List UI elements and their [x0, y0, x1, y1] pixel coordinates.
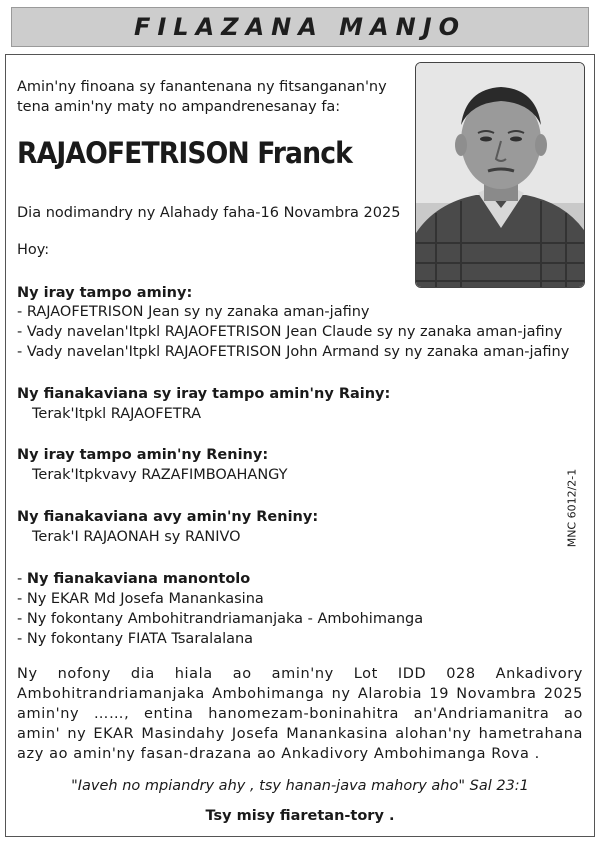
list-item: - Vady navelan'Itpkl RAJAOFETRISON Jean Claude sy ny zanaka aman-jafiny	[17, 324, 563, 340]
deceased-photo	[415, 62, 585, 288]
notice-title: FILAZANA MANJO	[133, 13, 467, 41]
list-item: Terak'Itpkl RAJAOFETRA	[32, 406, 202, 422]
hoy-label: Hoy:	[17, 242, 50, 258]
section-heading: Ny iray tampo amin'ny Reniny:	[17, 447, 269, 463]
section-heading: Ny fianakaviana manontolo	[26, 571, 251, 587]
list-item: - RAJAOFETRISON Jean sy ny zanaka aman-jafiny	[17, 304, 370, 320]
section-heading: Ny fianakaviana avy amin'ny Reniny:	[17, 509, 319, 525]
list-item: Terak'I RAJAONAH sy RANIVO	[32, 529, 241, 545]
intro-line-2: tena amin'ny maty no ampandrenesanay fa:	[17, 99, 341, 115]
intro-line-1: Amin'ny finoana sy fanantenana ny fitsanganan'ny	[17, 79, 387, 95]
notice-header	[11, 7, 589, 47]
list-item: - Ny EKAR Md Josefa Manankasina	[17, 591, 264, 607]
bible-quote: "Iaveh no mpiandry ahy , tsy hanan-java mahory aho" Sal 23:1	[71, 778, 529, 794]
section-heading: Ny fianakaviana sy iray tampo amin'ny Rainy:	[17, 386, 391, 402]
closing-line: Tsy misy fiaretan-tory .	[205, 808, 395, 824]
burial-paragraph: Ny nofony dia hiala ao amin'ny Lot IDD 028 Ankadivory Ambohitrandriamanjaka Ambohimanga ny Alarobia 19 Novambra 2025 amin'ny ……, entina hanomezam-boninahitra an'Andriamanitra ao amin' ny EKAR Masindahy Josefa Manankasina alohan'ny hametrahana azy ao amin'ny fasan-drazana ao Ankadivory Ambohimanga Rova .	[17, 666, 583, 762]
heading-dash: -	[17, 571, 27, 587]
section-heading: Ny iray tampo aminy:	[17, 285, 193, 301]
list-item: - Ny fokontany Ambohitrandriamanjaka - Ambohimanga	[17, 611, 424, 627]
list-item: - Ny fokontany FIATA Tsaralalana	[17, 631, 254, 647]
reference-code: MNC 6012/2-1	[565, 468, 579, 548]
death-date: Dia nodimandry ny Alahady faha-16 Novambra 2025	[17, 205, 401, 221]
portrait-image	[416, 63, 585, 288]
section-heading-line	[17, 569, 250, 589]
list-item: - Vady navelan'Itpkl RAJAOFETRISON John Armand sy ny zanaka aman-jafiny	[17, 344, 570, 360]
list-item: Terak'Itpkvavy RAZAFIMBOAHANGY	[32, 467, 288, 483]
deceased-name: RAJAOFETRISON Franck	[17, 136, 352, 170]
